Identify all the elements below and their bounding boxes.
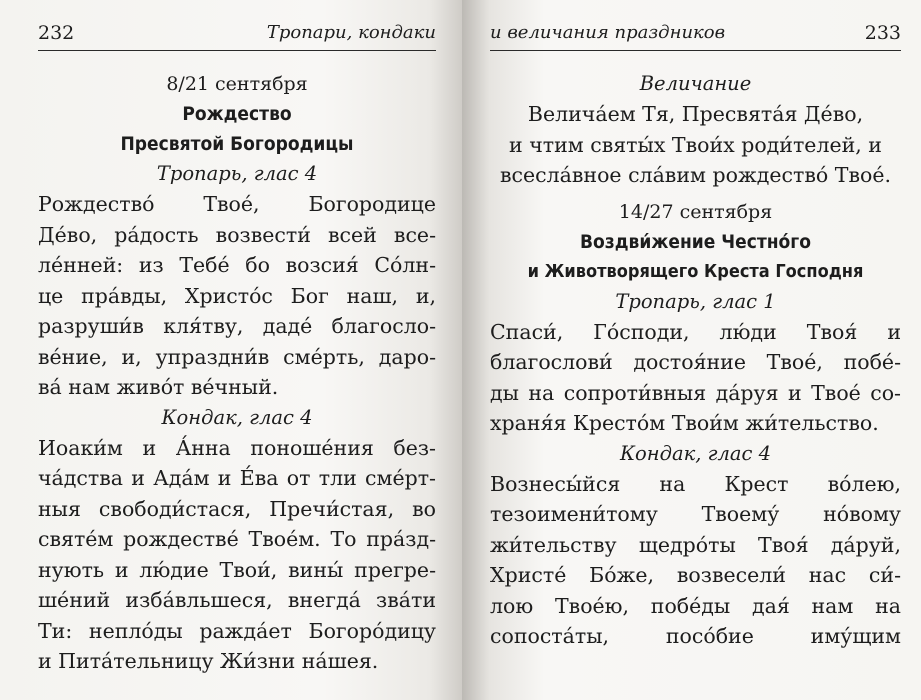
troparion-text [38, 189, 436, 403]
text-line: жи́тельству щедро́ты Твоя́ да́руй, [490, 532, 901, 557]
text-line: Иоаки́м и А́нна поноше́ния без- [38, 435, 436, 460]
page-number: 233 [864, 22, 901, 44]
kontakion-heading: Кондак, глас 4 [619, 441, 772, 465]
feast-title-line: Пресвятой Богородицы [120, 133, 354, 155]
megalynarion-text [490, 99, 901, 191]
left-page-header [38, 6, 436, 51]
feast-title-line: Воздви́жение Честно́го [580, 230, 811, 253]
left-page-body [38, 69, 436, 677]
troparion-heading: Тропарь, глас 4 [156, 162, 318, 185]
text-line: Спаси́, Го́споди, лю́ди Твоя́ и [490, 319, 901, 344]
text-line: Рождество́ Твое́, Богородице [38, 192, 436, 216]
running-title: и величания праздников [490, 22, 726, 43]
kontakion-text [38, 433, 436, 677]
text-line: ве́ние, и, упраздни́в сме́рть, даро- [38, 344, 436, 369]
text-line: ле́нней: из Тебе́ бо возсия́ Со́лн- [38, 253, 436, 277]
troparion-text [490, 317, 901, 439]
text-line: ше́ний изба́вльшеся, внегда́ зва́ти [38, 588, 436, 612]
feast-date: 14/27 сентября [618, 200, 773, 223]
text-line: храня́я Кресто́м Твои́м жи́тельство. [490, 411, 879, 435]
text-line: и Пита́тельницу Жи́зни на́шея. [38, 649, 379, 673]
text-line: тезоимени́тому Твоему́ но́вому [490, 502, 901, 526]
text-line: разруши́в кля́тву, даде́ благосло- [38, 314, 436, 338]
text-line: лою Твое́ю, побе́ды дая́ нам на [490, 593, 901, 618]
right-page [462, 0, 921, 700]
text-line: це пра́вды, Христо́с Бог наш, и, [38, 283, 436, 308]
text-line: сопоста́ты, посо́бие иму́щим [490, 624, 901, 648]
right-page-header [490, 6, 901, 51]
right-page-body [490, 69, 901, 652]
running-title: Тропари, кондаки [266, 22, 436, 43]
text-line: ча́дства и Ада́м и Е́ва от тли сме́рт- [38, 466, 436, 490]
text-line: нують и лю́дие Твои́, вины́ прегре- [38, 557, 436, 582]
text-line: Вознесы́йся на Крест во́лею, [490, 471, 901, 496]
page-number: 232 [38, 22, 75, 44]
text-line: благослови́ достоя́ние Твое́, побе́- [490, 350, 901, 374]
text-line: Де́во, ра́дость возвести́ всей все- [38, 222, 436, 247]
kontakion-heading: Кондак, глас 4 [161, 405, 313, 429]
feast-title-line: Рождество [182, 103, 292, 125]
text-line: ва́ нам живо́т ве́чный. [38, 375, 279, 399]
text-line: всесла́вное сла́вим рождество́ Твое́. [500, 163, 891, 187]
text-line: ныя свободи́стася, Пречи́стая, во [38, 496, 436, 521]
troparion-heading: Тропарь, глас 1 [615, 289, 776, 313]
text-line: святе́м рождестве́ Твое́м. То пра́зд- [38, 527, 436, 551]
text-line: ды на сопроти́вныя да́руя и Твое́ со- [490, 380, 901, 405]
text-line: и чтим святы́х Твои́х роди́телей, и [509, 132, 882, 157]
feast-date: 8/21 сентября [166, 73, 308, 95]
text-line: Христе́ Бо́же, возвесели́ нас си́- [490, 563, 901, 587]
text-line: Ти: непло́ды ражда́ет Богоро́дицу [38, 618, 436, 643]
feast-title-line: и Животворящего Креста Господня [527, 260, 864, 282]
text-line: Велича́ем Тя, Пресвята́я Де́во, [527, 102, 864, 126]
megalynarion-heading: Величание [639, 72, 752, 95]
kontakion-text [490, 469, 901, 652]
